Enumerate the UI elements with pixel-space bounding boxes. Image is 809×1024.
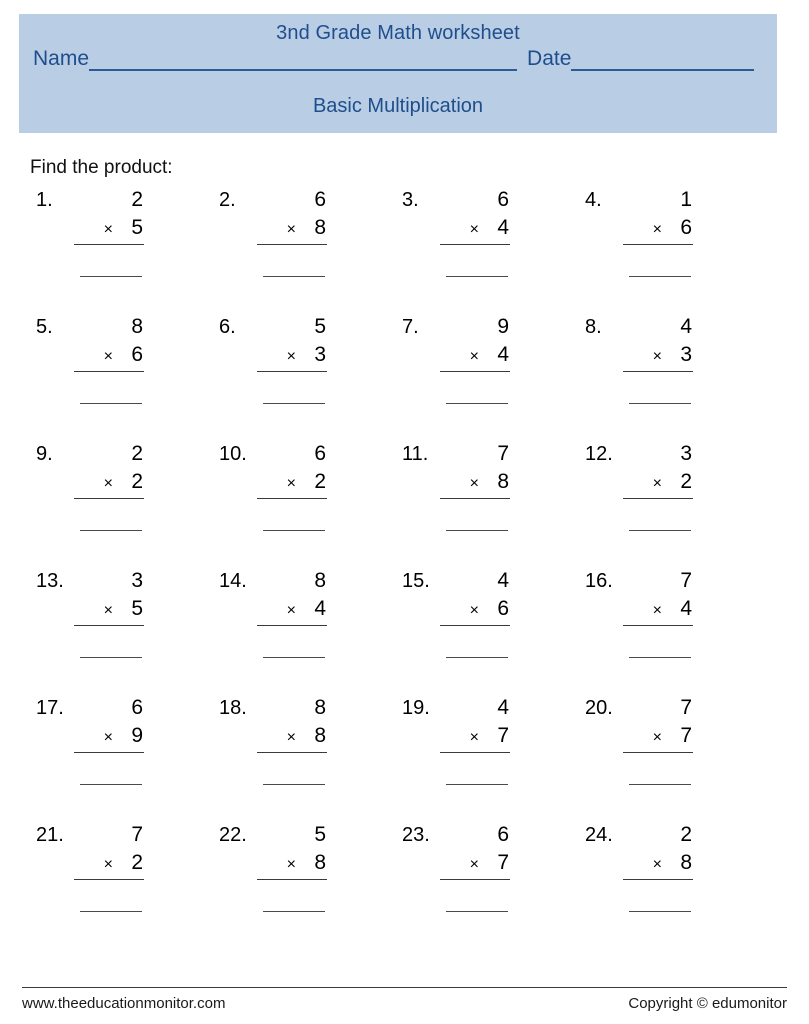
problem-stack [257,186,329,277]
answer-blank[interactable] [263,784,325,785]
multiplicand: 6 [497,188,509,211]
multiply-icon: × [286,348,296,365]
answer-blank[interactable] [446,403,508,404]
multiply-icon: × [103,729,113,746]
multiplier: 2 [131,851,143,874]
calculation-rule [257,371,327,372]
problem-cell [36,440,219,567]
multiplier-line [74,849,146,877]
multiplicand-line [440,694,512,722]
problem-number: 18. [219,697,247,719]
multiplicand: 4 [497,569,509,592]
multiplier-line [623,341,695,369]
answer-blank[interactable] [80,657,142,658]
problem-cell [219,694,402,821]
problem-stack [74,313,146,404]
multiply-icon: × [652,348,662,365]
problem-stack [440,821,512,912]
problem-cell [585,567,768,694]
calculation-rule [440,625,510,626]
multiplier-line [440,341,512,369]
calculation-rule [440,244,510,245]
multiplicand: 2 [131,188,143,211]
multiplier: 2 [680,470,692,493]
multiplicand-line [440,186,512,214]
problem-number: 4. [585,189,602,211]
calculation-rule [74,371,144,372]
multiplicand: 6 [131,696,143,719]
calculation-rule [623,752,693,753]
calculation-rule [440,879,510,880]
multiplicand: 6 [314,188,326,211]
multiplicand: 7 [497,442,509,465]
multiplier: 2 [314,470,326,493]
page-title: 3nd Grade Math worksheet [276,22,520,44]
multiplier-line [257,595,329,623]
answer-blank[interactable] [80,530,142,531]
multiplier: 3 [680,343,692,366]
multiply-icon: × [469,602,479,619]
multiply-icon: × [286,221,296,238]
problem-number: 11. [402,443,429,465]
multiplicand: 7 [680,696,692,719]
calculation-rule [257,498,327,499]
problem-cell [36,186,219,313]
multiplier: 8 [497,470,509,493]
multiplier: 4 [497,216,509,239]
problem-number: 7. [402,316,419,338]
multiplier-line [74,595,146,623]
problem-stack [440,567,512,658]
multiplier-line [623,722,695,750]
multiply-icon: × [652,475,662,492]
problem-number: 12. [585,443,613,465]
problem-cell [402,694,585,821]
multiplier-line [74,468,146,496]
problem-stack [623,567,695,658]
problem-stack [440,186,512,277]
calculation-rule [623,244,693,245]
problem-stack [257,567,329,658]
multiplier-line [440,849,512,877]
multiplier: 5 [131,216,143,239]
answer-blank[interactable] [263,530,325,531]
footer-divider [22,987,787,988]
calculation-rule [257,625,327,626]
multiplier: 7 [680,724,692,747]
multiplier-line [257,722,329,750]
problem-row [36,694,776,821]
multiplier-line [623,595,695,623]
multiplier-line [623,214,695,242]
answer-blank[interactable] [629,784,691,785]
multiplicand: 8 [131,315,143,338]
multiplier: 8 [314,724,326,747]
problem-number: 24. [585,824,613,846]
problem-row [36,186,776,313]
answer-blank[interactable] [629,911,691,912]
multiply-icon: × [652,856,662,873]
calculation-rule [623,498,693,499]
multiplicand-line [257,313,329,341]
problem-number: 8. [585,316,602,338]
multiplier: 4 [680,597,692,620]
worksheet-header-banner [19,14,777,133]
multiply-icon: × [286,475,296,492]
problem-number: 20. [585,697,613,719]
problem-stack [257,821,329,912]
problem-stack [257,313,329,404]
multiplicand: 2 [131,442,143,465]
footer-website[interactable]: www.theeducationmonitor.com [22,995,226,1012]
problem-row [36,821,776,948]
multiplicand-line [74,567,146,595]
multiplier: 7 [497,851,509,874]
problem-cell [585,821,768,948]
calculation-rule [74,498,144,499]
problem-stack [440,313,512,404]
multiplier-line [257,468,329,496]
multiplier: 4 [497,343,509,366]
calculation-rule [257,244,327,245]
multiply-icon: × [652,602,662,619]
problem-stack [440,440,512,531]
problem-stack [257,694,329,785]
multiply-icon: × [652,729,662,746]
answer-blank[interactable] [263,403,325,404]
name-input-rule[interactable] [89,49,517,71]
answer-blank[interactable] [446,530,508,531]
multiplicand: 6 [314,442,326,465]
answer-blank[interactable] [80,403,142,404]
date-input-rule[interactable] [571,49,754,71]
multiplier: 8 [680,851,692,874]
problem-cell [219,821,402,948]
multiplier: 6 [680,216,692,239]
problem-cell [402,821,585,948]
problem-stack [623,440,695,531]
answer-blank[interactable] [446,657,508,658]
problem-cell [219,567,402,694]
calculation-rule [74,625,144,626]
problem-cell [585,694,768,821]
problem-number: 13. [36,570,64,592]
problem-number: 3. [402,189,419,211]
problem-row [36,440,776,567]
multiplier: 9 [131,724,143,747]
calculation-rule [440,371,510,372]
problem-cell [585,440,768,567]
multiplier-line [257,214,329,242]
problem-number: 1. [36,189,53,211]
problem-stack [74,186,146,277]
multiplicand: 4 [497,696,509,719]
multiply-icon: × [469,729,479,746]
problem-cell [36,694,219,821]
multiplicand: 9 [497,315,509,338]
multiplicand-line [623,694,695,722]
calculation-rule [257,752,327,753]
multiplicand-line [74,313,146,341]
multiplicand-line [440,440,512,468]
multiply-icon: × [103,475,113,492]
multiply-icon: × [469,221,479,238]
multiplier-line [440,468,512,496]
multiplier-line [257,341,329,369]
multiplicand-line [257,186,329,214]
problem-number: 21. [36,824,64,846]
calculation-rule [623,879,693,880]
problem-stack [440,694,512,785]
multiply-icon: × [652,221,662,238]
multiplicand-line [257,567,329,595]
multiplicand-line [74,440,146,468]
multiplicand: 8 [314,569,326,592]
multiply-icon: × [469,475,479,492]
multiplicand-line [257,821,329,849]
problem-number: 16. [585,570,613,592]
problem-stack [74,567,146,658]
multiplicand-line [623,440,695,468]
calculation-rule [623,371,693,372]
calculation-rule [257,879,327,880]
problem-stack [74,440,146,531]
multiplicand-line [623,313,695,341]
problem-cell [36,313,219,440]
multiplier: 8 [314,851,326,874]
answer-blank[interactable] [629,530,691,531]
multiplier: 6 [497,597,509,620]
multiplicand-line [623,567,695,595]
name-date-row [33,47,773,71]
multiplicand: 1 [680,188,692,211]
multiply-icon: × [286,856,296,873]
multiplicand: 5 [314,823,326,846]
problem-number: 6. [219,316,236,338]
problem-stack [257,440,329,531]
multiplier: 5 [131,597,143,620]
worksheet-subtitle: Basic Multiplication [312,95,484,117]
problem-cell [585,313,768,440]
problem-cell [402,313,585,440]
calculation-rule [74,244,144,245]
problem-number: 9. [36,443,53,465]
problem-row [36,567,776,694]
multiplier: 8 [314,216,326,239]
problem-cell [219,186,402,313]
answer-blank[interactable] [263,911,325,912]
multiply-icon: × [103,348,113,365]
multiplier: 7 [497,724,509,747]
answer-blank[interactable] [629,403,691,404]
problem-cell [36,821,219,948]
problem-cell [36,567,219,694]
problem-number: 14. [219,570,247,592]
problem-cell [219,313,402,440]
problem-number: 2. [219,189,236,211]
problem-stack [74,694,146,785]
problem-cell [402,186,585,313]
footer-row [22,995,787,1012]
multiplicand: 8 [314,696,326,719]
answer-blank[interactable] [629,276,691,277]
multiplier: 4 [314,597,326,620]
multiplier: 3 [314,343,326,366]
problem-cell [585,186,768,313]
answer-blank[interactable] [446,784,508,785]
multiplier-line [74,722,146,750]
problem-number: 22. [219,824,247,846]
multiplicand: 3 [680,442,692,465]
calculation-rule [440,498,510,499]
problem-stack [74,821,146,912]
multiplicand-line [257,440,329,468]
problem-number: 23. [402,824,430,846]
multiply-icon: × [103,856,113,873]
problem-number: 19. [402,697,430,719]
footer [22,987,787,1012]
problem-cell [402,440,585,567]
multiplicand-line [623,186,695,214]
multiplicand-line [257,694,329,722]
problem-number: 5. [36,316,53,338]
multiplier-line [440,214,512,242]
multiply-icon: × [103,221,113,238]
multiplier-line [74,214,146,242]
multiplicand: 7 [680,569,692,592]
multiplicand-line [74,694,146,722]
multiply-icon: × [286,602,296,619]
multiplier-line [257,849,329,877]
multiplicand-line [74,821,146,849]
problem-cell [402,567,585,694]
calculation-rule [74,879,144,880]
multiplier-line [623,468,695,496]
problem-stack [623,821,695,912]
multiplier-line [440,595,512,623]
multiplicand-line [74,186,146,214]
multiplier-line [74,341,146,369]
multiplier-line [623,849,695,877]
multiplicand: 3 [131,569,143,592]
answer-blank[interactable] [446,276,508,277]
answer-blank[interactable] [80,276,142,277]
problem-row [36,313,776,440]
problem-cell [219,440,402,567]
answer-blank[interactable] [629,657,691,658]
multiplicand: 4 [680,315,692,338]
name-label: Name [33,47,90,70]
problem-stack [623,694,695,785]
multiplicand: 2 [680,823,692,846]
instruction-text: Find the product: [30,157,173,178]
answer-blank[interactable] [80,911,142,912]
multiply-icon: × [469,856,479,873]
problem-stack [623,186,695,277]
multiplicand: 7 [131,823,143,846]
calculation-rule [623,625,693,626]
multiplicand-line [440,567,512,595]
answer-blank[interactable] [446,911,508,912]
problem-grid [36,186,776,948]
multiply-icon: × [286,729,296,746]
multiplicand-line [440,821,512,849]
problem-number: 10. [219,443,247,465]
answer-blank[interactable] [263,657,325,658]
problem-number: 17. [36,697,64,719]
multiplicand: 6 [497,823,509,846]
calculation-rule [74,752,144,753]
multiplicand-line [440,313,512,341]
answer-blank[interactable] [263,276,325,277]
answer-blank[interactable] [80,784,142,785]
problem-stack [623,313,695,404]
footer-copyright: Copyright © edumonitor [628,995,787,1012]
multiplicand: 5 [314,315,326,338]
date-label: Date [527,47,572,70]
multiplier: 2 [131,470,143,493]
multiplier: 6 [131,343,143,366]
calculation-rule [440,752,510,753]
problem-number: 15. [402,570,430,592]
multiply-icon: × [103,602,113,619]
multiplicand-line [623,821,695,849]
multiplier-line [440,722,512,750]
multiply-icon: × [469,348,479,365]
